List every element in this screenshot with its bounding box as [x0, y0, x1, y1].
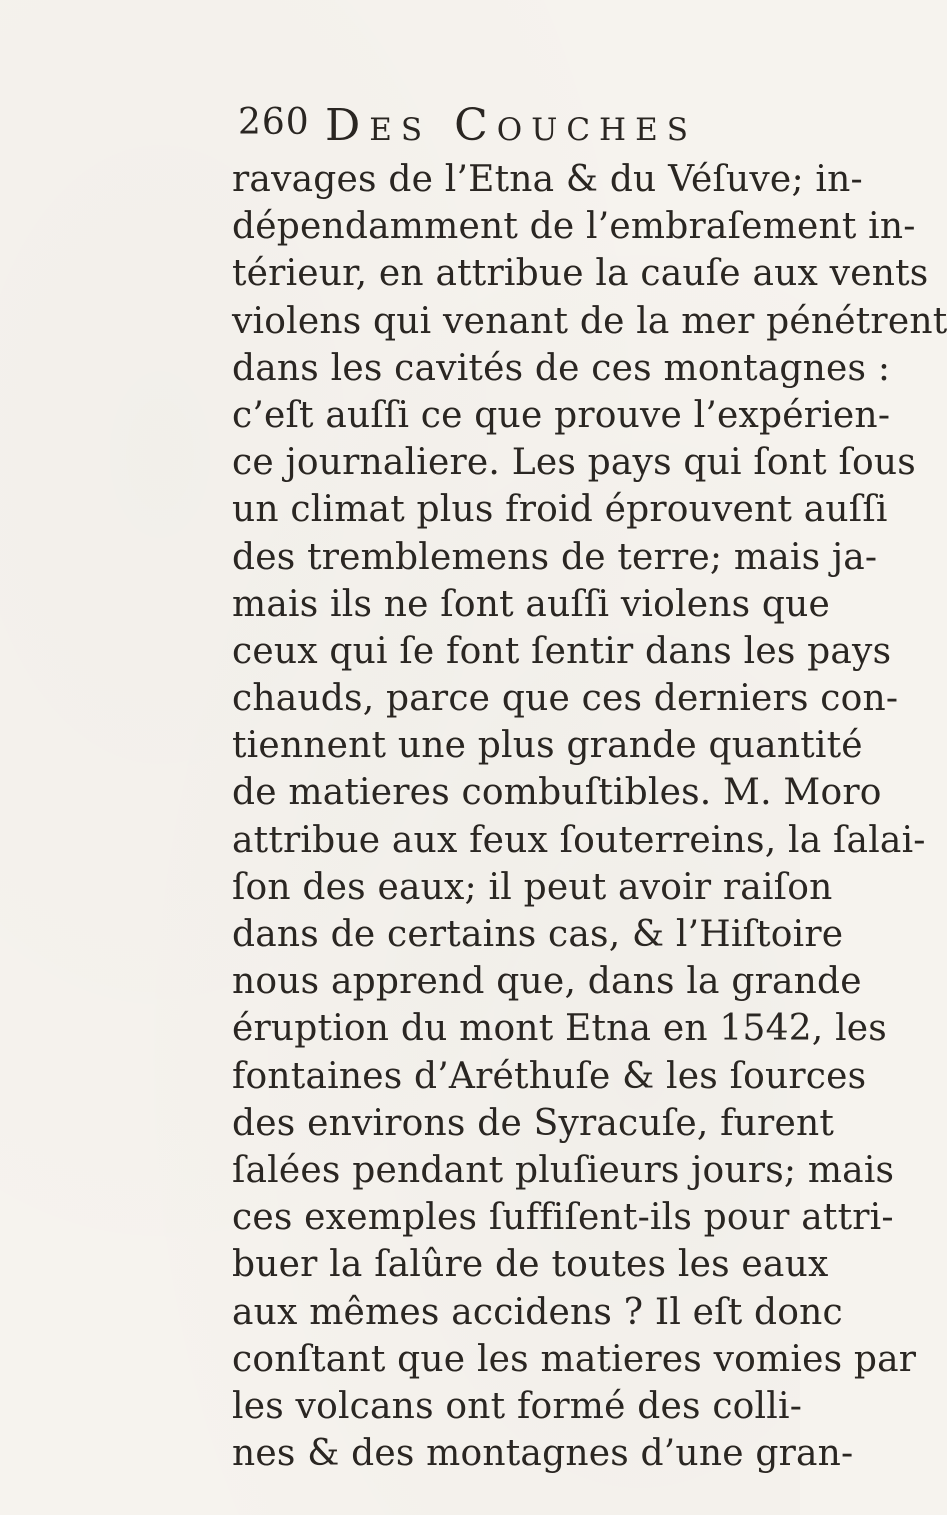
page-number: 260: [238, 102, 310, 143]
text-line: attribue aux feux ſouterreins, la ſalai-: [232, 819, 926, 861]
text-line: tiennent une plus grande quantité: [232, 725, 863, 767]
text-line: ceux qui ſe font ſentir dans les pays: [232, 630, 892, 672]
text-line: un climat plus froid éprouvent auſſi: [232, 489, 888, 531]
text-line: dans les cavités de ces montagnes :: [232, 347, 891, 389]
text-line: les volcans ont formé des colli-: [232, 1385, 803, 1427]
page-header: [0, 100, 800, 160]
text-line: conſtant que les matieres vomies par: [232, 1338, 917, 1380]
text-line: buer la ſalûre de toutes les eaux: [232, 1244, 829, 1286]
text-line: dans de certains cas, & l’Hiſtoire: [232, 914, 844, 955]
text-line: ſon des eaux; il peut avoir raiſon: [232, 866, 833, 908]
text-line: nes & des montagnes d’une gran-: [232, 1433, 854, 1475]
text-line: aux mêmes accidens ? Il eſt donc: [232, 1291, 843, 1333]
text-line: térieur, en attribue la cauſe aux vents: [232, 253, 929, 295]
body-text: [232, 156, 947, 1477]
text-line: c’eſt auſſi ce que prouve l’expérien-: [232, 394, 891, 436]
text-line: des tremblemens de terre; mais ja-: [232, 536, 878, 578]
text-line: ce journaliere. Les pays qui ſont ſous: [232, 442, 916, 484]
text-line: de matieres combuſtibles. M. Moro: [232, 772, 882, 814]
running-head: Des Couches: [325, 100, 697, 151]
text-line: violens qui venant de la mer pénétrent: [232, 300, 947, 342]
text-line: dépendamment de l’embraſement in-: [232, 206, 916, 248]
text-line: éruption du mont Etna en 1542, les: [232, 1008, 887, 1050]
text-line: nous apprend que, dans la grande: [232, 961, 862, 1003]
text-line: fontaines d’Aréthuſe & les ſources: [232, 1055, 867, 1097]
text-line: des environs de Syracuſe, furent: [232, 1102, 834, 1144]
text-line: ravages de l’Etna & du Véſuve; in-: [232, 159, 863, 200]
text-line: chauds, parce que ces derniers con-: [232, 678, 899, 720]
text-line: mais ils ne ſont auſſi violens que: [232, 583, 831, 625]
text-line: ces exemples ſuffiſent-ils pour attri-: [232, 1197, 894, 1239]
text-line: ſalées pendant pluſieurs jours; mais: [232, 1149, 895, 1191]
